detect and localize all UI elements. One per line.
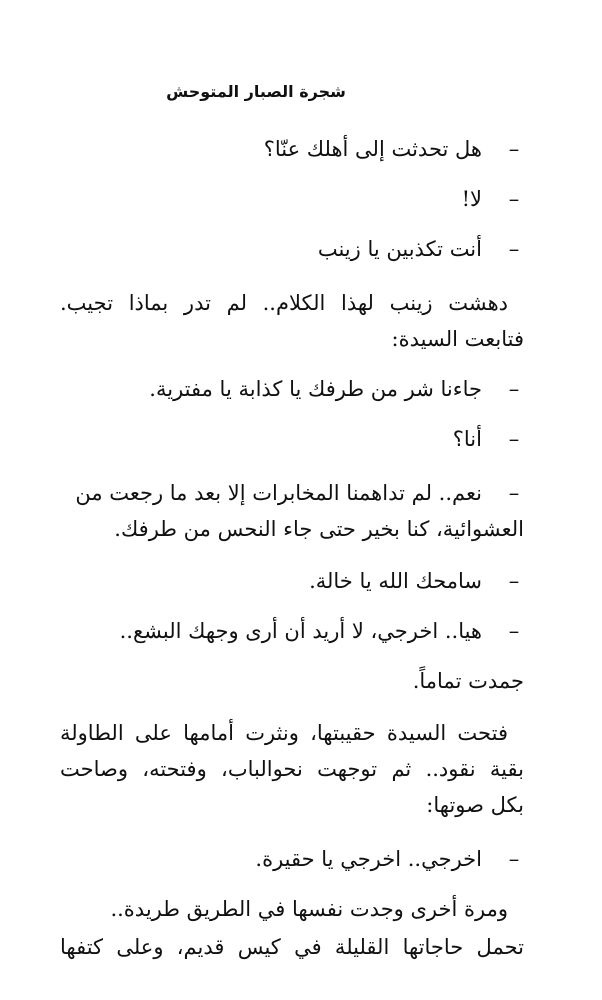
dialogue-line bbox=[60, 132, 524, 166]
dialogue-dash: – bbox=[508, 137, 520, 161]
dialogue-dash: – bbox=[508, 847, 520, 871]
paragraph-line: تحمل حاجاتها القليلة في كيس قديم، وعلى كتفها bbox=[60, 935, 524, 959]
dialogue-line bbox=[60, 182, 524, 216]
dialogue-text: لا! bbox=[461, 187, 482, 211]
dialogue-text: اخرجي.. اخرجي يا حقيرة. bbox=[255, 847, 482, 871]
paragraph-line: فتحت السيدة حقيبتها، ونثرت أمامها على الطاولة bbox=[60, 721, 508, 745]
dialogue-line bbox=[60, 476, 524, 510]
dialogue-dash: – bbox=[508, 569, 520, 593]
dialogue-line bbox=[60, 422, 524, 456]
dialogue-dash: – bbox=[508, 187, 520, 211]
dialogue-dash: – bbox=[508, 619, 520, 643]
dialogue-line bbox=[60, 564, 524, 598]
dialogue-text: نعم.. لم تداهمنا المخابرات إلا بعد ما رجعت من bbox=[75, 481, 482, 505]
continuation-line: العشوائية، كنا بخير حتى جاء النحس من طرفك. bbox=[114, 517, 524, 541]
paragraph-line: بقية نقود.. ثم توجهت نحوالباب، وفتحته، وصاحت bbox=[60, 757, 524, 781]
dialogue-line bbox=[60, 232, 524, 266]
dialogue-line bbox=[60, 372, 524, 406]
continuation-line: جمدت تماماً. bbox=[412, 669, 524, 693]
dialogue-text: جاءنا شر من طرفك يا كذابة يا مفترية. bbox=[149, 377, 482, 401]
dialogue-dash: – bbox=[508, 427, 520, 451]
paragraph-line: دهشت زينب لهذا الكلام.. لم تدر بماذا تجيب. bbox=[60, 291, 508, 315]
dialogue-dash: – bbox=[508, 377, 520, 401]
chapter-title: شجرة الصبار المتوحش bbox=[166, 82, 346, 101]
dialogue-text: هيا.. اخرجي، لا أريد أن أرى وجهك البشع.. bbox=[119, 619, 482, 643]
dialogue-text: أنت تكذبين يا زينب bbox=[317, 237, 482, 261]
paragraph-line: ومرة أخرى وجدت نفسها في الطريق طريدة.. bbox=[110, 897, 508, 921]
dialogue-line bbox=[60, 842, 524, 876]
dialogue-text: هل تحدثت إلى أهلك عنّا؟ bbox=[263, 137, 482, 161]
dialogue-dash: – bbox=[508, 237, 520, 261]
paragraph-line: بكل صوتها: bbox=[426, 793, 524, 817]
paragraph-line: فتابعت السيدة: bbox=[391, 327, 524, 351]
dialogue-text: سامحك الله يا خالة. bbox=[309, 569, 482, 593]
dialogue-line bbox=[60, 614, 524, 648]
dialogue-text: أنا؟ bbox=[452, 427, 482, 451]
dialogue-dash: – bbox=[508, 481, 520, 505]
